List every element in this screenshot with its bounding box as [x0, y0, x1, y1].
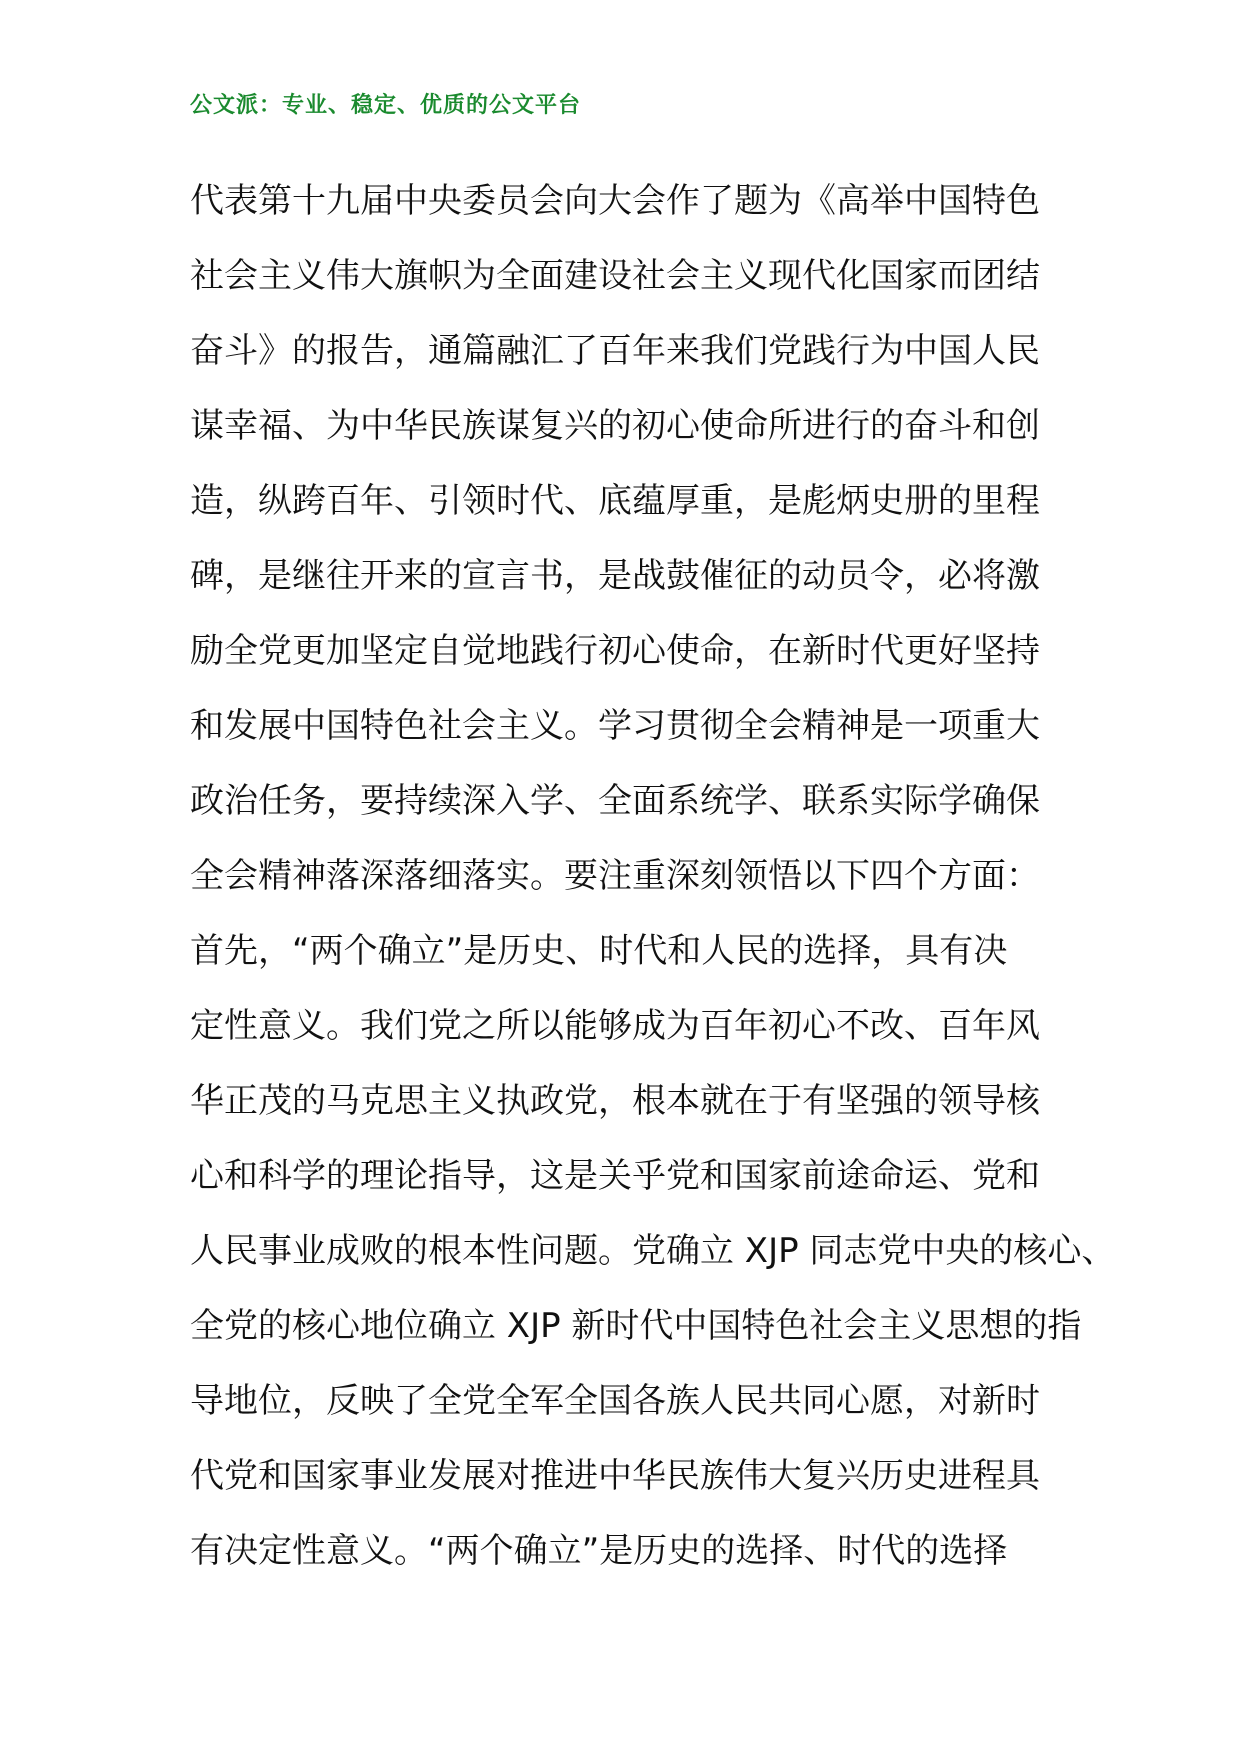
text-line: 社会主义伟大旗帜为全面建设社会主义现代化国家而团结	[190, 256, 1040, 296]
text-line: 首先，“两个确立”是历史、时代和人民的选择，具有决	[190, 931, 1008, 971]
text-line: 心和科学的理论指导，这是关乎党和国家前途命运、党和	[190, 1156, 1040, 1196]
text-line: 人民事业成败的根本性问题。党确立 XJP 同志党中央的核心、	[190, 1231, 1116, 1271]
text-line: 有决定性意义。“两个确立”是历史的选择、时代的选择	[190, 1531, 1008, 1571]
text-line: 谋幸福、为中华民族谋复兴的初心使命所进行的奋斗和创	[190, 406, 1040, 446]
text-line: 全党的核心地位确立 XJP 新时代中国特色社会主义思想的指	[190, 1306, 1082, 1346]
text-line: 奋斗》的报告，通篇融汇了百年来我们党践行为中国人民	[190, 331, 1040, 371]
text-line: 碑，是继往开来的宣言书，是战鼓催征的动员令，必将激	[190, 556, 1040, 596]
text-line: 造，纵跨百年、引领时代、底蕴厚重，是彪炳史册的里程	[190, 481, 1040, 521]
text-line: 代表第十九届中央委员会向大会作了题为《高举中国特色	[190, 181, 1040, 221]
body-text	[190, 164, 1116, 1589]
text-line: 励全党更加坚定自觉地践行初心使命，在新时代更好坚持	[190, 631, 1040, 671]
text-line: 政治任务，要持续深入学、全面系统学、联系实际学确保	[190, 781, 1040, 821]
text-line: 导地位，反映了全党全军全国各族人民共同心愿，对新时	[190, 1381, 1040, 1421]
page-header: 公文派：专业、稳定、优质的公文平台	[190, 93, 582, 118]
text-line: 华正茂的马克思主义执政党，根本就在于有坚强的领导核	[190, 1081, 1040, 1121]
text-line: 定性意义。我们党之所以能够成为百年初心不改、百年风	[190, 1006, 1040, 1046]
text-line: 代党和国家事业发展对推进中华民族伟大复兴历史进程具	[190, 1456, 1040, 1496]
text-line: 和发展中国特色社会主义。学习贯彻全会精神是一项重大	[190, 706, 1040, 746]
text-line: 全会精神落深落细落实。要注重深刻领悟以下四个方面：	[190, 856, 1040, 896]
